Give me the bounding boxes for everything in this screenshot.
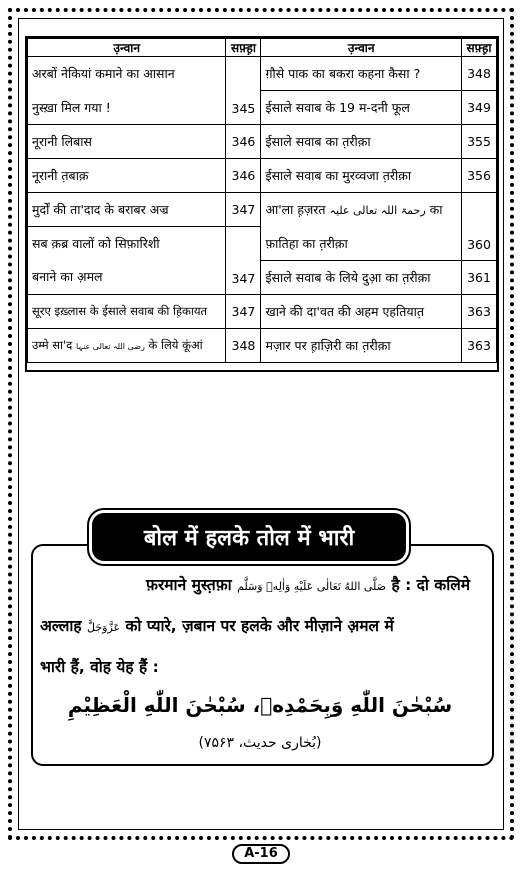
right-title: खाने की दा'वत की अहम एहतियात़ — [261, 294, 462, 328]
hadith-line1-start: फ़रमाने मुस्त़फ़ा — [146, 576, 232, 594]
honorific-text: رحمۃ اللہ تعالی علیہ — [329, 204, 426, 218]
left-title-end: के लिये कूंआं — [148, 337, 203, 352]
banner-title: बोल में हलके तोल में भारी — [92, 513, 406, 561]
header-title-right: उ़न्वान — [261, 39, 462, 57]
left-page: 346 — [226, 125, 261, 159]
left-title: बनाने का अ़मल — [28, 260, 226, 294]
hadith-line-2 — [40, 614, 490, 636]
header-page-left: सफ़्ह़ा — [226, 39, 261, 57]
right-title: ईसाले सवाब का मुरव्वजा त़रीक़ा — [261, 159, 462, 193]
right-title: ईसाले सवाब के लिये दुआ़ का त़रीक़ा — [261, 260, 462, 294]
table-row — [28, 91, 497, 125]
left-title: नूरानी लिबास — [28, 125, 226, 159]
right-page: 360 — [462, 193, 497, 261]
right-title: मज़ार पर ह़ाज़िरी का त़रीक़ा — [261, 328, 462, 362]
right-title-end: का — [429, 202, 443, 218]
hadith-line2-start: अल्लाह — [40, 617, 82, 635]
table-row — [28, 227, 497, 261]
right-title: ग़ौसे पाक का बकरा कहना कैसा ? — [261, 57, 462, 91]
right-page: 361 — [462, 260, 497, 294]
right-page: 355 — [462, 125, 497, 159]
table-row — [28, 125, 497, 159]
table-row — [28, 193, 497, 227]
table-row — [28, 159, 497, 193]
index-table — [27, 38, 497, 363]
hadith-reference: (بُخاری حدیث، ۷۵۶۳) — [198, 735, 322, 751]
hadith-line2-end: को प्यारे, ज़बान पर हलके और मीज़ाने अ़मल में — [125, 617, 394, 635]
left-page: 346 — [226, 159, 261, 193]
header-page-right: सफ़्ह़ा — [462, 39, 497, 57]
table-row — [28, 260, 497, 294]
left-page: 347 — [226, 294, 261, 328]
left-page: 345 — [226, 57, 261, 125]
header-title-left: उ़न्वान — [28, 39, 226, 57]
honorific-text: عَزَّوَجَلَّ — [87, 621, 121, 634]
table-header-row — [28, 39, 497, 57]
left-page: 347 — [226, 227, 261, 295]
left-title: सूरए इख़्लास के ईसाले सवाब की ह़िकायत — [28, 294, 226, 328]
hadith-line-3: भारी हैं, वोह येह हैं : — [40, 658, 159, 676]
left-title: मुर्दों की ता'दाद के बराबर अज्र — [28, 193, 226, 227]
right-page: 363 — [462, 328, 497, 362]
right-page: 349 — [462, 91, 497, 125]
right-title: ईसाले सवाब के 19 म-दनी फूल — [261, 91, 462, 125]
table-row — [28, 57, 497, 91]
left-title — [28, 328, 226, 362]
salutation-text: صَلَّى اللهُ تَعَالٰى عَلَيْهِ وَاٰلِهٖ وَسَلَّم — [237, 580, 387, 593]
left-title: अरबों नेकियां कमाने का आसान — [28, 57, 226, 91]
hadith-line-1 — [40, 573, 470, 595]
left-page: 347 — [226, 193, 261, 227]
right-page: 348 — [462, 57, 497, 91]
right-title-start: आ'ला ह़ज़रत — [265, 202, 326, 218]
left-title-start: उम्मे सा'द — [32, 337, 73, 352]
right-page: 363 — [462, 294, 497, 328]
table-row — [28, 294, 497, 328]
honorific-text: رضی اللہ تعالی عنہا — [75, 341, 145, 351]
left-title: नूरानी त़बाक़ — [28, 159, 226, 193]
right-title — [261, 193, 462, 227]
right-title: फ़ातिहा का त़रीक़ा — [261, 227, 462, 261]
right-page: 356 — [462, 159, 497, 193]
hadith-line1-end: है : दो कलिमे — [391, 576, 470, 594]
table-row — [28, 328, 497, 362]
left-title: सब क़ब्र वालों को सिफ़ारिशी — [28, 227, 226, 261]
left-title: नुस्ख़ा मिल गया ! — [28, 91, 226, 125]
page-number-badge: A-16 — [232, 844, 290, 864]
left-page: 348 — [226, 328, 261, 362]
right-title: ईसाले सवाब का त़रीक़ा — [261, 125, 462, 159]
arabic-tasbih: سُبْحٰنَ اللّٰهِ وَبِحَمْدِهٖ، سُبْحٰنَ اللّٰهِ الْعَظِيْمِ — [67, 693, 453, 717]
